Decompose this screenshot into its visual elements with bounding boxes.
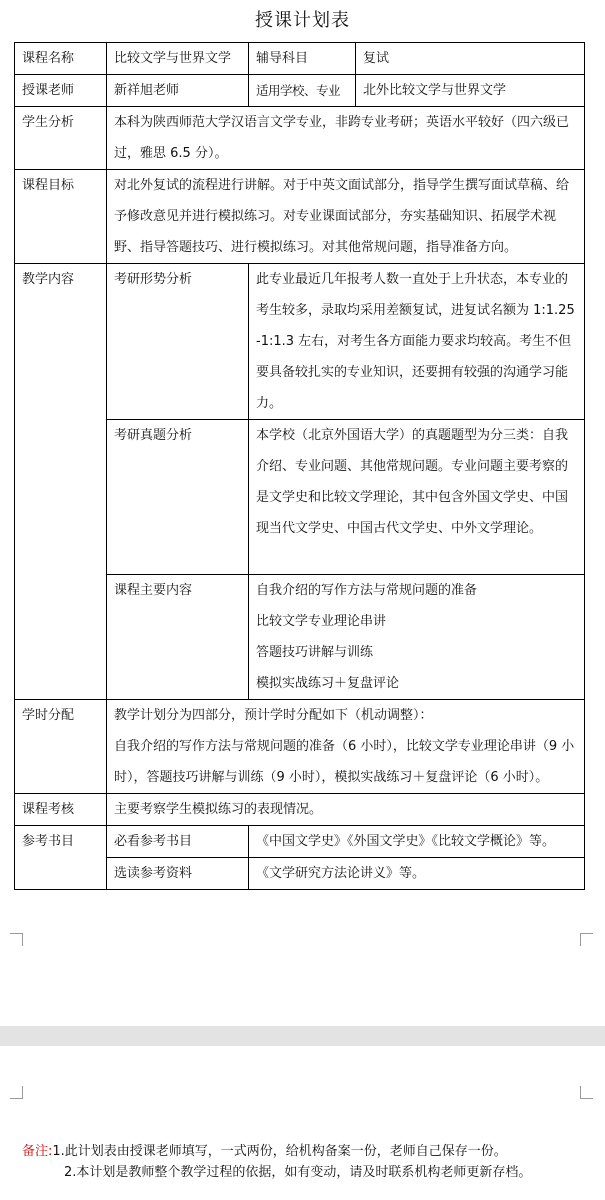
assessment-text: 主要考察学生模拟练习的表现情况。 (107, 794, 585, 826)
note-text-1: 1.此计划表由授课老师填写，一式两份，给机构备案一份，老师自己保存一份。 (52, 1144, 507, 1159)
teacher-value: 新祥旭老师 (107, 75, 249, 107)
crop-mark (580, 1086, 593, 1099)
student-analysis-label: 学生分析 (15, 107, 107, 170)
course-goal-label: 课程目标 (15, 170, 107, 264)
content-line: 答题技巧讲解与训练 (256, 645, 374, 660)
content-item-text: 本学校（北京外国语大学）的真题题型为分三类：自我介绍、专业问题、其他常规问题。专业问题主要考察的是文学史和比较文学理论，其中包含外国文学史、中国现当代文学史、中国古代文学史、中外文学理论。 (249, 420, 585, 575)
content-line: 自我介绍的写作方法与常规问题的准备 (256, 583, 478, 598)
content-item-lines (249, 575, 585, 700)
content-item-name: 考研真题分析 (107, 420, 249, 575)
hours-text (107, 700, 585, 794)
crop-mark (10, 1086, 23, 1099)
hours-line: 教学计划分为四部分，预计学时分配如下（机动调整）： (114, 708, 433, 723)
hours-line: 自我介绍的写作方法与常规问题的准备（6 小时），比较文学专业理论串讲（9 小时），答题技巧讲解与训练（9 小时），模拟实战练习＋复盘评论（6 小时）。 (114, 739, 575, 785)
page-gap (0, 1026, 605, 1046)
content-item-name: 考研形势分析 (107, 264, 249, 420)
course-name-value: 比较文学与世界文学 (107, 43, 249, 75)
subject-label: 辅导科目 (249, 43, 356, 75)
teaching-content-label: 教学内容 (15, 264, 107, 700)
plan-table (14, 42, 585, 890)
assessment-label: 课程考核 (15, 794, 107, 826)
school-label: 适用学校、专业 (249, 75, 356, 107)
row-course-goal (15, 170, 585, 264)
student-analysis-text: 本科为陕西师范大学汉语言文学专业，非跨专业考研；英语水平较好（四六级已过，雅思 6.5 分）。 (107, 107, 585, 170)
references-label: 参考书目 (15, 826, 107, 890)
note-line-1 (22, 1141, 592, 1162)
content-item-name: 课程主要内容 (107, 575, 249, 700)
row-course-name (15, 43, 585, 75)
teacher-label: 授课老师 (15, 75, 107, 107)
school-value: 北外比较文学与世界文学 (356, 75, 585, 107)
content-line: 模拟实战练习＋复盘评论 (256, 676, 400, 691)
row-assessment (15, 794, 585, 826)
hours-label: 学时分配 (15, 700, 107, 794)
optional-books-value: 《文学研究方法论讲义》等。 (249, 858, 585, 890)
row-hours (15, 700, 585, 794)
row-teacher (15, 75, 585, 107)
note-text-2: 2.本计划是教师整个教学过程的依据，如有变动，请及时联系机构老师更新存档。 (64, 1165, 532, 1180)
page-title: 授课计划表 (255, 10, 350, 31)
required-books-value: 《中国文学史》《外国文学史》《比较文学概论》等。 (249, 826, 585, 858)
content-line: 比较文学专业理论串讲 (256, 614, 387, 629)
row-teaching-content-1 (15, 264, 585, 420)
notes (22, 1141, 592, 1183)
crop-mark (580, 933, 593, 946)
row-references-required (15, 826, 585, 858)
required-books-label: 必看参考书目 (107, 826, 249, 858)
row-student-analysis (15, 107, 585, 170)
course-goal-text: 对北外复试的流程进行讲解。对于中英文面试部分，指导学生撰写面试草稿、给予修改意见并进行模拟练习。对专业课面试部分，夯实基础知识、拓展学术视野、指导答题技巧、进行模拟练习。对其他常规问题，指导准备方向。 (107, 170, 585, 264)
subject-value: 复试 (356, 43, 585, 75)
optional-books-label: 选读参考资料 (107, 858, 249, 890)
notes-label: 备注: (22, 1144, 53, 1159)
content-item-text: 此专业最近几年报考人数一直处于上升状态，本专业的考生较多，录取均采用差额复试，进复试名额为 1:1.25-1:1.3 左右，对考生各方面能力要求均较高。考生不但要具备较扎实的专业知识，还要拥有较强的沟通学习能力。 (249, 264, 585, 420)
course-name-label: 课程名称 (15, 43, 107, 75)
crop-mark (10, 933, 23, 946)
